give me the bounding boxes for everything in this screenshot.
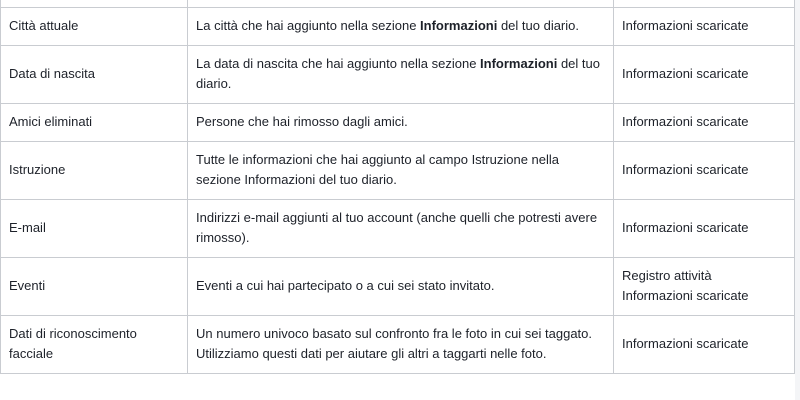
- data-category-name: E-mail: [1, 200, 188, 258]
- location-label: Informazioni scaricate: [622, 114, 749, 129]
- location-label: Informazioni scaricate: [622, 220, 749, 235]
- location-label: Informazioni scaricate: [622, 18, 749, 33]
- data-location: [614, 142, 795, 200]
- description-text: del tuo diario.: [497, 18, 579, 33]
- page-edge: [795, 0, 800, 400]
- data-location: [614, 200, 795, 258]
- location-label: Informazioni scaricate: [622, 288, 749, 303]
- data-category-description: [188, 200, 614, 258]
- data-category-description: [188, 8, 614, 46]
- data-category-description: [188, 142, 614, 200]
- table-row: [1, 316, 795, 374]
- data-category-description: [188, 316, 614, 374]
- data-category-description: [188, 104, 614, 142]
- table-row: [1, 200, 795, 258]
- description-text: del tuo diario.: [196, 56, 600, 91]
- data-category-name: Città attuale: [1, 8, 188, 46]
- data-category-name: Data di nascita: [1, 46, 188, 104]
- description-text: Eventi a cui hai partecipato o a cui sei stato invitato.: [196, 278, 495, 293]
- data-location: [614, 258, 795, 316]
- data-category-name: Dati di riconoscimento facciale: [1, 316, 188, 374]
- table-row: [1, 142, 795, 200]
- data-location: [614, 104, 795, 142]
- data-category-description: [188, 0, 614, 8]
- description-emphasis: Informazioni: [480, 56, 558, 71]
- location-label: Registro attività: [622, 268, 712, 283]
- data-location: [614, 8, 795, 46]
- location-label: Informazioni scaricate: [622, 66, 749, 81]
- description-text: Tutte le informazioni che hai aggiunto al campo Istruzione nella sezione Informazioni del tuo diario.: [196, 152, 560, 187]
- table-row: [1, 258, 795, 316]
- description-text: Indirizzi e-mail aggiunti al tuo account (anche quelli che potresti avere rimosso).: [196, 210, 598, 245]
- table-row: [1, 104, 795, 142]
- table-row: [1, 0, 795, 8]
- location-label: Informazioni scaricate: [622, 162, 749, 177]
- data-category-description: [188, 258, 614, 316]
- description-emphasis: Informazioni: [420, 18, 498, 33]
- data-category-name: Eventi: [1, 258, 188, 316]
- data-category-name: Istruzione: [1, 142, 188, 200]
- table-body: [1, 0, 795, 374]
- data-location: [614, 46, 795, 104]
- description-text: Un numero univoco basato sul confronto fra le foto in cui sei taggato. Utilizziamo questi dati per aiutare gli altri a taggarti nelle foto.: [196, 326, 593, 361]
- data-location: [614, 0, 795, 8]
- data-category-name: [1, 0, 188, 8]
- description-text: La data di nascita che hai aggiunto nella sezione: [196, 56, 481, 71]
- location-label: Informazioni scaricate: [622, 336, 749, 351]
- data-category-name: Amici eliminati: [1, 104, 188, 142]
- description-text: Persone che hai rimosso dagli amici.: [196, 114, 408, 129]
- description-text: La città che hai aggiunto nella sezione: [196, 18, 421, 33]
- data-category-description: [188, 46, 614, 104]
- table-row: [1, 46, 795, 104]
- data-location: [614, 316, 795, 374]
- table-row: [1, 8, 795, 46]
